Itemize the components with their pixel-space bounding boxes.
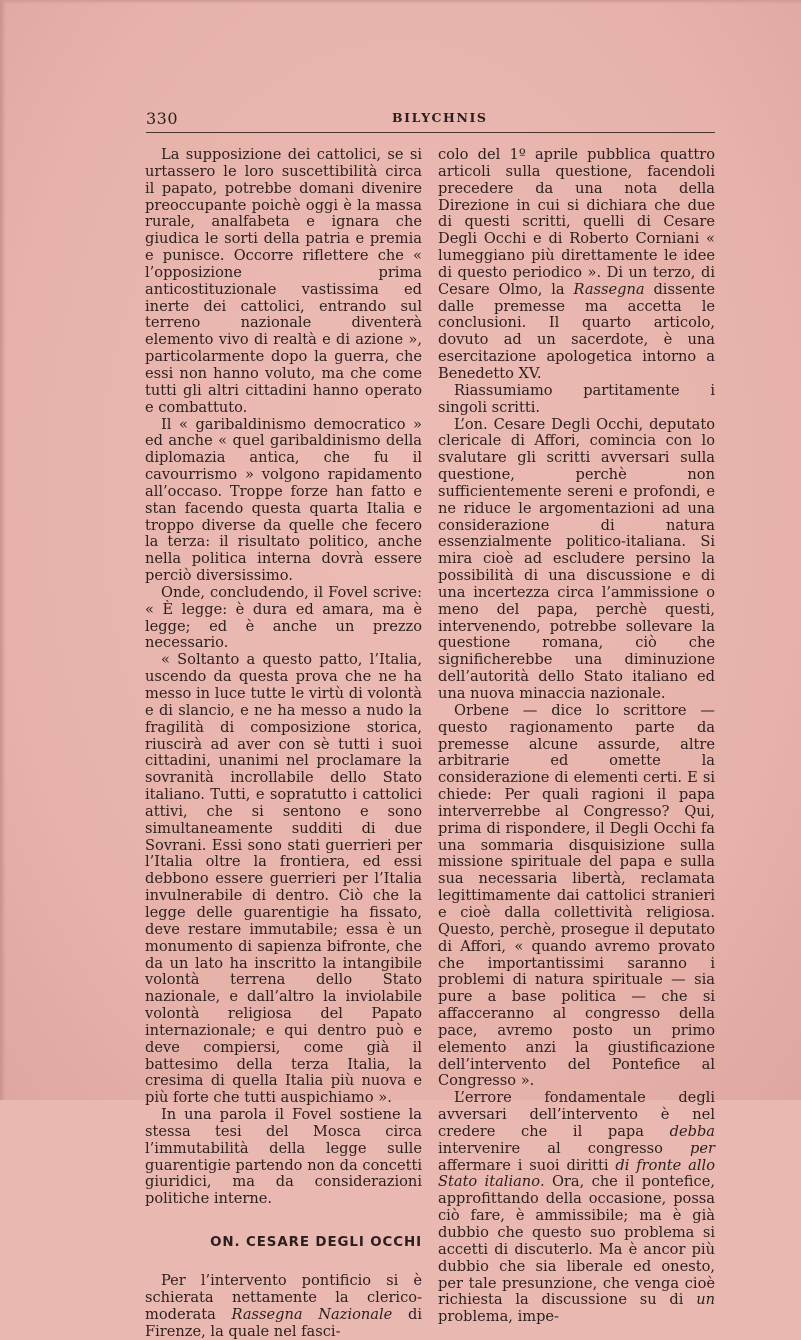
paragraph: Onde, concludendo, il Fovel scrive: « È legge: è dura ed amara, ma è legge; ed è anche un prezzo necessario. [145,583,422,652]
right-column [438,147,715,1326]
paragraph: Il « garibaldinismo democratico » ed anche « quel garibaldinismo della diplomazia antica, che fu il cavourrismo » volgono rapidamento all’occaso. Troppe forze han fatto e stan facendo questa quarta Italia e troppo diverse da quelle che fecero la terza: il risultato politico, anche nella politica interna dovrà essere perciò diversissimo. [145,415,422,585]
italic-word: per [690,1139,715,1157]
paragraph [438,1090,715,1326]
italic-title: Rassegna [573,280,645,298]
paragraph: « Soltanto a questo patto, l’Italia, uscendo da questa prova che ne ha messo in luce tutte le virtù di volontà e di slancio, e ne ha messo a nudo la fragilità di composizione storica, riuscirà ad aver con sè tutti i suoi cittadini, unanimi nel proclamare la sovranità incrollabile dello Stato italiano. Tutti, e sopratutto i cattolici attivi, che si sentono e sono simultaneamente sudditi di due Sovrani. Essi sono stati guerrieri per l’Italia oltre la frontiera, ed essi debbono essere guerrieri per l’Italia invulnerabile di dentro. Ciò che la legge delle guarentigie ha fissato, deve restare immutabile; essa è un monumento di sapienza bifronte, che da un lato ha inscritto la intangibile volontà terrena dello Stato nazionale, e dall’altro la inviolabile volontà religiosa del Papato internazionale; e qui dentro può e deve compiersi, come già il battesimo della terza Italia, la cresima di quella Italia più nuova e più forte che tutti auspichiamo ». [145,651,422,1107]
page-number: 330 [146,109,179,128]
text-run: colo del 1º aprile pubblica quattro articoli sulla questione, facendoli precedere da una nota della Direzione in cui si dichiara che due di questi scritti, quelli di Cesare Degli Occhi e di Roberto Corniani « lumeggiano più direttamente le idee di questo periodico ». Di un terzo, di Cesare Olmo, la [438,146,715,298]
italic-word: debba [669,1122,715,1140]
page-top-edge [0,0,801,4]
text-run: L’errore fondamentale degli avversari dell’intervento è nel credere che il papa [438,1089,715,1140]
page-left-edge [0,0,6,1100]
paragraph: Riassumiamo partitamente i singoli scritti. [438,381,715,416]
text-run: di Firenze, la quale nel fasci- [145,1305,422,1340]
italic-phrase: di fronte allo Stato italiano [438,1156,715,1191]
text-run: intervenire al congresso [438,1139,691,1157]
running-head [146,109,716,131]
paragraph: Orbene — dice lo scrittore — questo ragionamento parte da premesse alcune assurde, altre arbitrarie ed omette la considerazione di elementi certi. E si chiede: Per quali ragioni il papa interverrebbe al Congresso? Qui, prima di rispondere, il Degli Occhi fa una sommaria disquisizione sulla missione spirituale del papa e sulla sua necessaria libertà, reclamata legittimamente dai cattolici stranieri e cioè dalla collettività religiosa. Questo, perchè, prosegue il deputato di Affori, « quando avremo provato che importantissimi saranno i problemi di natura spirituale — sia pure a base politica — che si affacceranno al congresso della pace, avremo posto un primo elemento anzi la giustificazione dell’intervento del Pontefice al Congresso ». [438,701,715,1090]
text-run: affermare i suoi diritti [438,1156,616,1174]
paragraph [438,147,715,383]
journal-title: BILYCHNIS [392,110,488,125]
paragraph: L’on. Cesare Degli Occhi, deputato clericale di Affori, comincia con lo svalutare gli scritti avversari sulla questione, perchè non sufficientemente sereni e profondi, e ne riduce le argomentazioni ad una considerazione di natura essenzialmente politico-italiana. Si mira cioè ad escludere persino la possibilità di una discussione e di una incertezza circa l’ammissione o meno del papa, perchè questi, intervenendo, potrebbe sollevare la questione romana, ciò che significherebbe una diminuzione dell’autorità dello Stato italiano ed una nuova minaccia nazionale. [438,415,715,702]
paragraph: La supposizione dei cattolici, se si urtassero le loro suscettibilità circa il papato, potrebbe domani divenire preoccupante poichè oggi è la massa rurale, analfabeta e ignara che giudica le sorti della patria e premia e punisce. Occorre riflettere che « l’opposizione prima anticostituzionale vastissima ed inerte dei cattolici, entrando sul terreno nazionale diventerà elemento vivo di realtà e di azione », particolarmente dopo la guerra, che essi non hanno voluto, ma che come tutti gli altri cittadini hanno operato e combattuto. [145,146,422,416]
header-rule [146,132,715,133]
italic-title: Rassegna Nazionale [231,1305,393,1323]
paragraph: In una parola il Fovel sostiene la stessa tesi del Mosca circa l’immutabilità della legge sulle guarentigie partendo non da concetti giuridici, ma da considerazioni politiche interne. [145,1106,422,1208]
paragraph [145,1273,422,1340]
text-run: Per l’intervento pontificio si è schierata nettamente la clerico-moderata [145,1272,422,1323]
section-heading: ON. CESARE DEGLI OCCHI [210,1235,422,1251]
text-run: dissente dalle premesse ma accetta le conclusioni. Il quarto articolo, dovuto ad un sacerdote, è una esercitazione apologetica intorno a Benedetto XV. [438,280,715,382]
text-run: . Ora, che il pontefice, approfittando della occasione, possa ciò fare, è ammissibile; ma è già dubbio che questo suo problema si accetti di discuterlo. Ma è ancor più dubbio che sia liberale ed onesto, per tale presunzione, che venga cioè richiesta la discussione su di [438,1173,715,1309]
left-column [145,147,422,1340]
text-run: problema, impe- [438,1308,559,1326]
italic-word: un [696,1291,715,1309]
